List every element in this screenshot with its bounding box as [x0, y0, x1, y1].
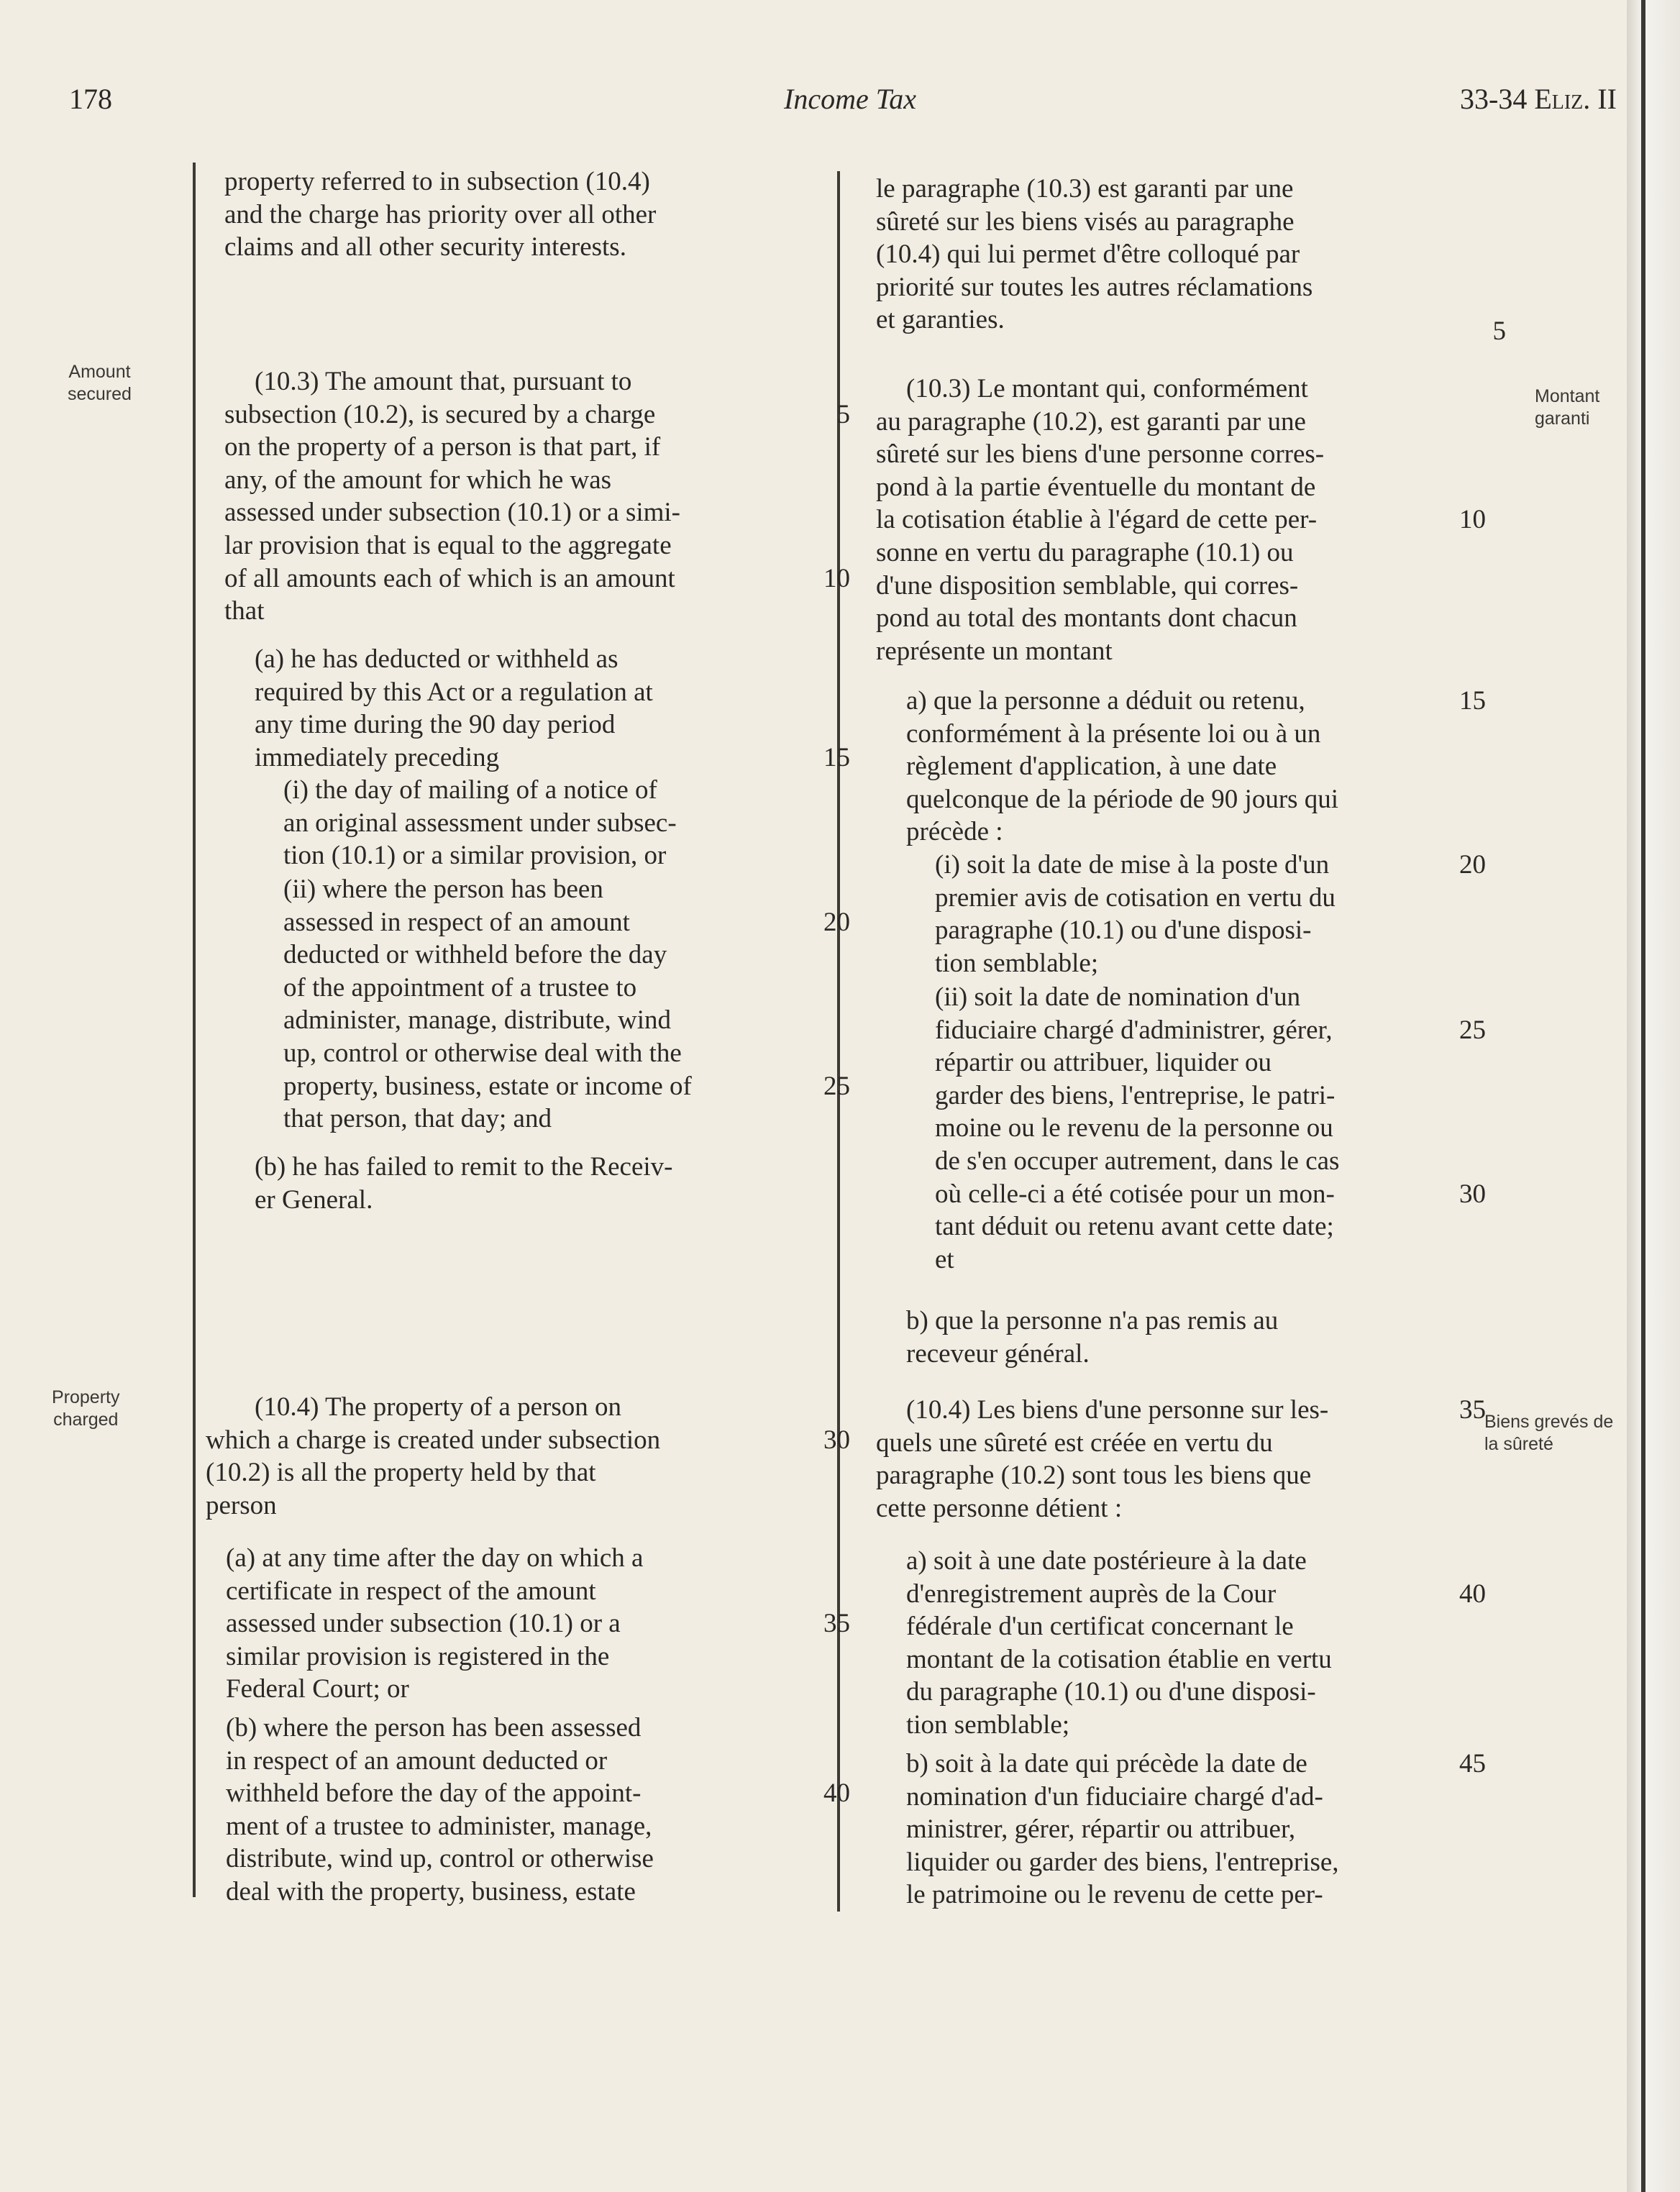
page-number: 178: [69, 83, 112, 115]
line-number: 35: [823, 1609, 850, 1639]
fr-para-10-3: (10.3) Le montant qui, conformément au paragraphe (10.2), est garanti par une sûreté sur les biens d'une personne corres- pond à la partie éventuelle du montant de la cotisation établie à l'égard de cette per- 10 sonne en vertu du paragraphe (10.1) ou d'une disposition semblable, qui corres- pond au total des montants dont chacun représente un montant: [876, 374, 1486, 666]
line-number: 40: [1459, 1579, 1486, 1609]
en-para-10-3-a: (a) he has deducted or withheld as required by this Act or a regulation at any time during the 90 day period immediately preceding 15: [224, 643, 843, 774]
binding-edge: [1641, 0, 1645, 2192]
en-para-10-3-a-ii: (ii) where the person has been assessed in respect of an amount 20 deducted or withheld before the day of the appointment of a trustee to administer, manage, distribute, wind up, control or otherwise deal with the property, business, estate or income of 25 that person, that day; and: [283, 874, 850, 1134]
fr-para-10-3-b: b) que la personne n'a pas remis au receveur général.: [906, 1306, 1279, 1369]
line-number: 15: [823, 742, 850, 772]
line-number: 10: [823, 563, 850, 593]
fr-para-10-2-continued: le paragraphe (10.3) est garanti par une sûreté sur les biens visés au paragraphe (10.4) qui lui permet d'être colloqué par priorité sur toutes les autres réclamations et garanties. 5: [876, 173, 1480, 337]
margin-note-biens-greves: Biens grevés de la sûreté: [1484, 1412, 1614, 1454]
line-number: 35: [1459, 1395, 1486, 1425]
line-number: 10: [1459, 505, 1486, 535]
regnal-year: 33-34 Eliz. II: [1460, 83, 1617, 115]
fr-para-10-3-a-ii: (ii) soit la date de nomination d'un fiduciaire chargé d'administrer, gérer, 25 répartir ou attribuer, liquider ou garder des biens, l'entreprise, le patri- moine ou le revenu de la personne ou de s'en occuper autrement, dans le cas où celle-ci a été cotisée pour un mon- 30 tant déduit ou retenu avant cette date; et: [935, 982, 1486, 1274]
line-number: 45: [1459, 1749, 1486, 1778]
line-number: 25: [1459, 1015, 1486, 1045]
line-number: 15: [1459, 686, 1486, 716]
line-number: 20: [823, 907, 850, 937]
french-column: [876, 173, 1506, 1913]
fr-para-10-4-b: b) soit à la date qui précède la date de 45 nomination d'un fiduciaire chargé d'ad- ministrer, gérer, répartir ou attribuer, liquider ou garder des biens, l'entreprise, le patrimoine ou le revenu de cette per-: [906, 1749, 1486, 1910]
english-column: [206, 165, 850, 1906]
en-para-10-4: (10.4) The property of a person on which a charge is created under subsection 30 (10.2) is all the property held by that person: [206, 1392, 850, 1520]
fr-para-10-4-a: a) soit à une date postérieure à la date d'enregistrement auprès de la Cour 40 fédérale d'un certificat concernant le montant de la cotisation établie en vertu du paragraphe (10.1) ou d'une disposi- tion semblable;: [906, 1546, 1486, 1740]
fr-para-10-3-a: a) que la personne a déduit ou retenu, 15 conformément à la présente loi ou à un règlement d'application, à une date quelconque de la période de 90 jours qui précède :: [906, 686, 1486, 847]
en-para-10-4-b: (b) where the person has been assessed in respect of an amount deducted or withheld before the day of the appoint- 40 ment of a trustee to administer, manage, distribute, wind up, control or otherwise deal with the property, business, estate: [226, 1713, 850, 1906]
line-number: 30: [823, 1425, 850, 1455]
en-para-10-3: (10.3) The amount that, pursuant to subsection (10.2), is secured by a charge 5 on the property of a person is that part, if any, of the amount for which he was assessed under subsection (10.1) or a simi- lar provision that is equal to the aggregate of all amounts each of which is an amount 10 that: [224, 367, 850, 626]
en-para-10-4-a: (a) at any time after the day on which a certificate in respect of the amount assessed under subsection (10.1) or a 35 similar provision is registered in the Federal Court; or: [226, 1543, 850, 1704]
running-title: Income Tax: [784, 83, 917, 115]
margin-note-property-charged: Property charged: [52, 1387, 120, 1430]
line-number: 5: [1492, 316, 1506, 347]
line-number: 25: [823, 1071, 850, 1101]
line-number: 30: [1459, 1179, 1486, 1209]
line-number: 40: [823, 1778, 850, 1809]
en-para-10-2-continued: property referred to in subsection (10.4) and the charge has priority over all other claims and all other security interests.: [224, 167, 657, 262]
en-para-10-3-b: (b) he has failed to remit to the Receiv- er General.: [255, 1152, 673, 1215]
line-number: 20: [1459, 850, 1486, 880]
margin-note-montant-garanti: Montant garanti: [1535, 386, 1600, 429]
line-number: 5: [836, 399, 850, 429]
margin-note-amount-secured: Amount secured: [68, 362, 132, 404]
page-edge-shadow: [1627, 0, 1680, 2192]
fr-para-10-3-a-i: (i) soit la date de mise à la poste d'un 20 premier avis de cotisation en vertu du paragraphe (10.1) ou d'une disposi- tion semblable;: [935, 850, 1486, 978]
fr-para-10-4: (10.4) Les biens d'une personne sur les- 35 quels une sûreté est créée en vertu du paragraphe (10.2) sont tous les biens que cette personne détient :: [876, 1395, 1486, 1523]
en-para-10-3-a-i: (i) the day of mailing of a notice of an original assessment under subsec- tion (10.1) or a similar provision, or: [283, 775, 677, 871]
